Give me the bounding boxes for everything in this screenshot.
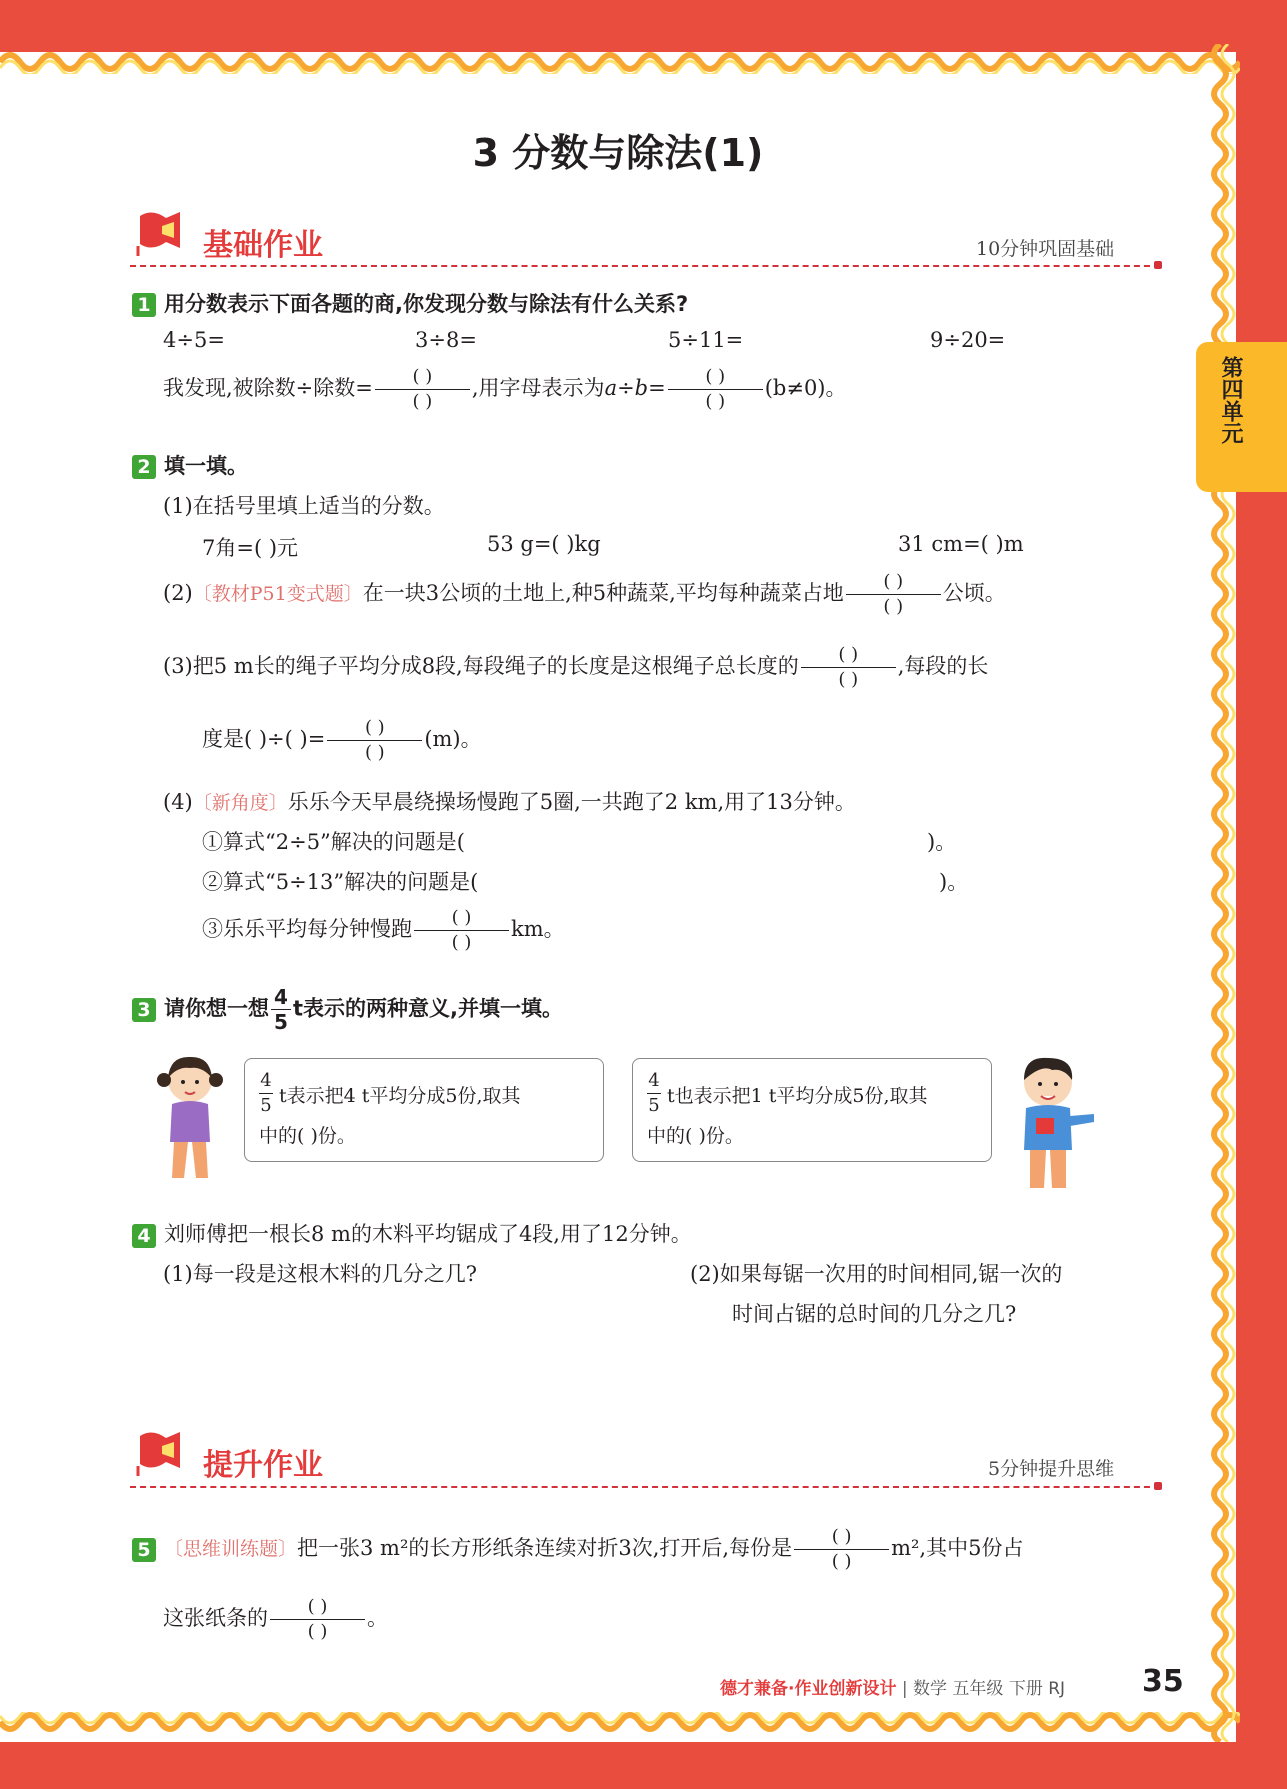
question-text: t表示的两种意义,并填一填。 — [293, 996, 564, 1021]
text: (4) — [163, 790, 193, 814]
bubble-text: t表示把4 t平均分成5份,取其 — [279, 1085, 521, 1107]
fraction — [259, 1069, 273, 1118]
section-title-advanced: 提升作业 — [203, 1448, 323, 1483]
q2-part-1c: 31 cm=( )m — [898, 532, 1024, 556]
denominator: ( ) — [364, 742, 385, 763]
fraction-blank[interactable] — [414, 906, 509, 955]
numerator: ( ) — [307, 1596, 328, 1617]
tag-label: 〔新角度〕 — [192, 792, 288, 814]
denominator: ( ) — [451, 932, 472, 953]
q2-part-3-line2 — [202, 716, 482, 765]
section-divider — [130, 1486, 1160, 1488]
denominator: ( ) — [307, 1621, 328, 1642]
section-subtitle-advanced: 5分钟提升思维 — [988, 1458, 1115, 1480]
q2-part-4 — [163, 786, 856, 816]
fraction-blank[interactable] — [375, 365, 470, 414]
text: 在一块3公顷的土地上,种5种蔬菜,平均每种蔬菜占地 — [362, 581, 844, 605]
fraction — [647, 1069, 661, 1118]
numerator: 4 — [260, 1070, 272, 1091]
denominator: ( ) — [883, 596, 904, 617]
q1-item-4: 9÷20= — [930, 328, 1006, 352]
fraction-blank[interactable] — [327, 716, 422, 765]
fraction-blank[interactable] — [668, 365, 763, 414]
footer-brand: 德才兼备·作业创新设计 — [720, 1679, 897, 1699]
text: )。 — [927, 830, 957, 854]
trumpet-icon — [130, 1428, 186, 1478]
bubble-text: 中的( )份。 — [647, 1125, 744, 1147]
text: km。 — [511, 917, 565, 941]
q5-line-2 — [163, 1595, 388, 1644]
section-title-basic: 基础作业 — [203, 228, 323, 263]
question-text: 。 — [367, 1606, 388, 1630]
q1-find-line — [163, 365, 847, 414]
q1-item-1: 4÷5= — [163, 328, 225, 352]
text: (m)。 — [424, 727, 482, 751]
speech-bubble-girl — [244, 1058, 604, 1162]
text: (2) — [163, 581, 193, 605]
question-number: 2 — [132, 455, 156, 479]
trumpet-icon — [130, 208, 186, 258]
q2-part-3 — [163, 643, 988, 692]
q2-part-1b: 53 g=( )kg — [487, 532, 601, 556]
fraction-blank[interactable] — [794, 1525, 889, 1574]
numerator: 4 — [648, 1070, 660, 1091]
wavy-border-bottom — [0, 1712, 1240, 1742]
tag-label: 〔教材P51变式题〕 — [192, 583, 363, 605]
question-text: 填一填。 — [164, 454, 248, 478]
numerator: ( ) — [705, 366, 726, 387]
numerator: 4 — [274, 985, 288, 1009]
q4-part-2a: (2)如果每锯一次用的时间相同,锯一次的 — [690, 1262, 1063, 1286]
question-text: m²,其中5份占 — [891, 1536, 1024, 1560]
wavy-border-right — [1206, 44, 1240, 1742]
q4-part-1: (1)每一段是这根木料的几分之几? — [163, 1262, 478, 1286]
page-number: 35 — [1142, 1664, 1184, 1699]
girl-illustration — [150, 1052, 230, 1182]
text: 我发现,被除数÷除数= — [163, 376, 373, 400]
footer-info: 数学 五年级 下册 RJ — [913, 1679, 1066, 1699]
q2-part-1a: 7角=( )元 — [202, 536, 299, 560]
wavy-border-top — [0, 44, 1240, 74]
numerator: ( ) — [838, 644, 859, 665]
divider-end-dot — [1154, 261, 1162, 269]
question-text: 把一张3 m²的长方形纸条连续对折3次,打开后,每份是 — [297, 1536, 793, 1560]
question-text: 用分数表示下面各题的商,你发现分数与除法有什么关系? — [164, 292, 689, 316]
q2-part-2 — [163, 570, 1006, 619]
q1-item-2: 3÷8= — [415, 328, 477, 352]
text: 公顷。 — [942, 581, 1006, 605]
section-subtitle-basic: 10分钟巩固基础 — [976, 238, 1115, 260]
text: )。 — [939, 870, 969, 894]
text: ②算式“5÷13”解决的问题是( — [202, 870, 479, 894]
text: (3)把5 m长的绳子平均分成8段,每段绳子的长度是这根绳子总长度的 — [163, 654, 799, 678]
boy-illustration — [1008, 1052, 1096, 1192]
text: ,每段的长 — [897, 654, 989, 678]
denominator: ( ) — [838, 669, 859, 690]
question-text: 请你想一想 — [164, 996, 269, 1021]
denominator: 5 — [648, 1095, 660, 1116]
q2-part-4-1 — [202, 826, 962, 856]
numerator: ( ) — [883, 571, 904, 592]
page-title: 3 分数与除法(1) — [472, 131, 764, 175]
q1-item-3: 5÷11= — [668, 328, 744, 352]
question-5 — [132, 1525, 1023, 1574]
denominator: ( ) — [412, 391, 433, 412]
denominator: 5 — [260, 1095, 272, 1116]
denominator: ( ) — [705, 391, 726, 412]
q2-part-1: (1)在括号里填上适当的分数。 — [163, 494, 445, 518]
section-divider — [130, 265, 1160, 267]
fraction-blank[interactable] — [801, 643, 896, 692]
numerator: ( ) — [364, 717, 385, 738]
divider-end-dot — [1154, 1482, 1162, 1490]
text: ③乐乐平均每分钟慢跑 — [202, 917, 412, 941]
speech-bubble-boy — [632, 1058, 992, 1162]
question-text: 刘师傅把一根长8 m的木料平均锯成了4段,用了12分钟。 — [164, 1222, 692, 1246]
footer: 德才兼备·作业创新设计 | 数学 五年级 下册 RJ — [720, 1679, 1066, 1699]
bubble-text: t也表示把1 t平均分成5份,取其 — [667, 1085, 928, 1107]
question-text: 这张纸条的 — [163, 1606, 268, 1630]
q4-part-2b: 时间占锯的总时间的几分之几? — [732, 1302, 1017, 1326]
question-number: 1 — [132, 293, 156, 317]
q2-part-4-3 — [202, 906, 565, 955]
q2-part-4-2 — [202, 866, 972, 896]
side-tab-label: 第四单元 — [1218, 356, 1243, 444]
numerator: ( ) — [831, 1526, 852, 1547]
question-number: 4 — [132, 1224, 156, 1248]
numerator: ( ) — [412, 366, 433, 387]
question-2 — [132, 450, 248, 480]
text: ,用字母表示为 — [471, 376, 605, 400]
text: ①算式“2÷5”解决的问题是( — [202, 830, 465, 854]
question-1 — [132, 288, 688, 318]
question-3 — [132, 985, 563, 1034]
bubble-text: 中的( )份。 — [259, 1125, 356, 1147]
fraction-blank[interactable] — [270, 1595, 365, 1644]
numerator: ( ) — [451, 907, 472, 928]
question-4 — [132, 1218, 692, 1248]
fraction — [271, 985, 291, 1034]
fraction-blank[interactable] — [846, 570, 941, 619]
question-number: 5 — [132, 1538, 156, 1562]
text: (b≠0)。 — [764, 376, 847, 400]
text: 乐乐今天早晨绕操场慢跑了5圈,一共跑了2 km,用了13分钟。 — [287, 790, 856, 814]
denominator: ( ) — [831, 1551, 852, 1572]
text: 度是( )÷( )= — [202, 727, 326, 751]
tag-label: 〔思维训练题〕 — [164, 1538, 298, 1560]
question-number: 3 — [132, 998, 156, 1022]
unit-side-tab — [1196, 342, 1287, 492]
text: a÷b= — [604, 376, 666, 400]
denominator: 5 — [274, 1010, 288, 1034]
